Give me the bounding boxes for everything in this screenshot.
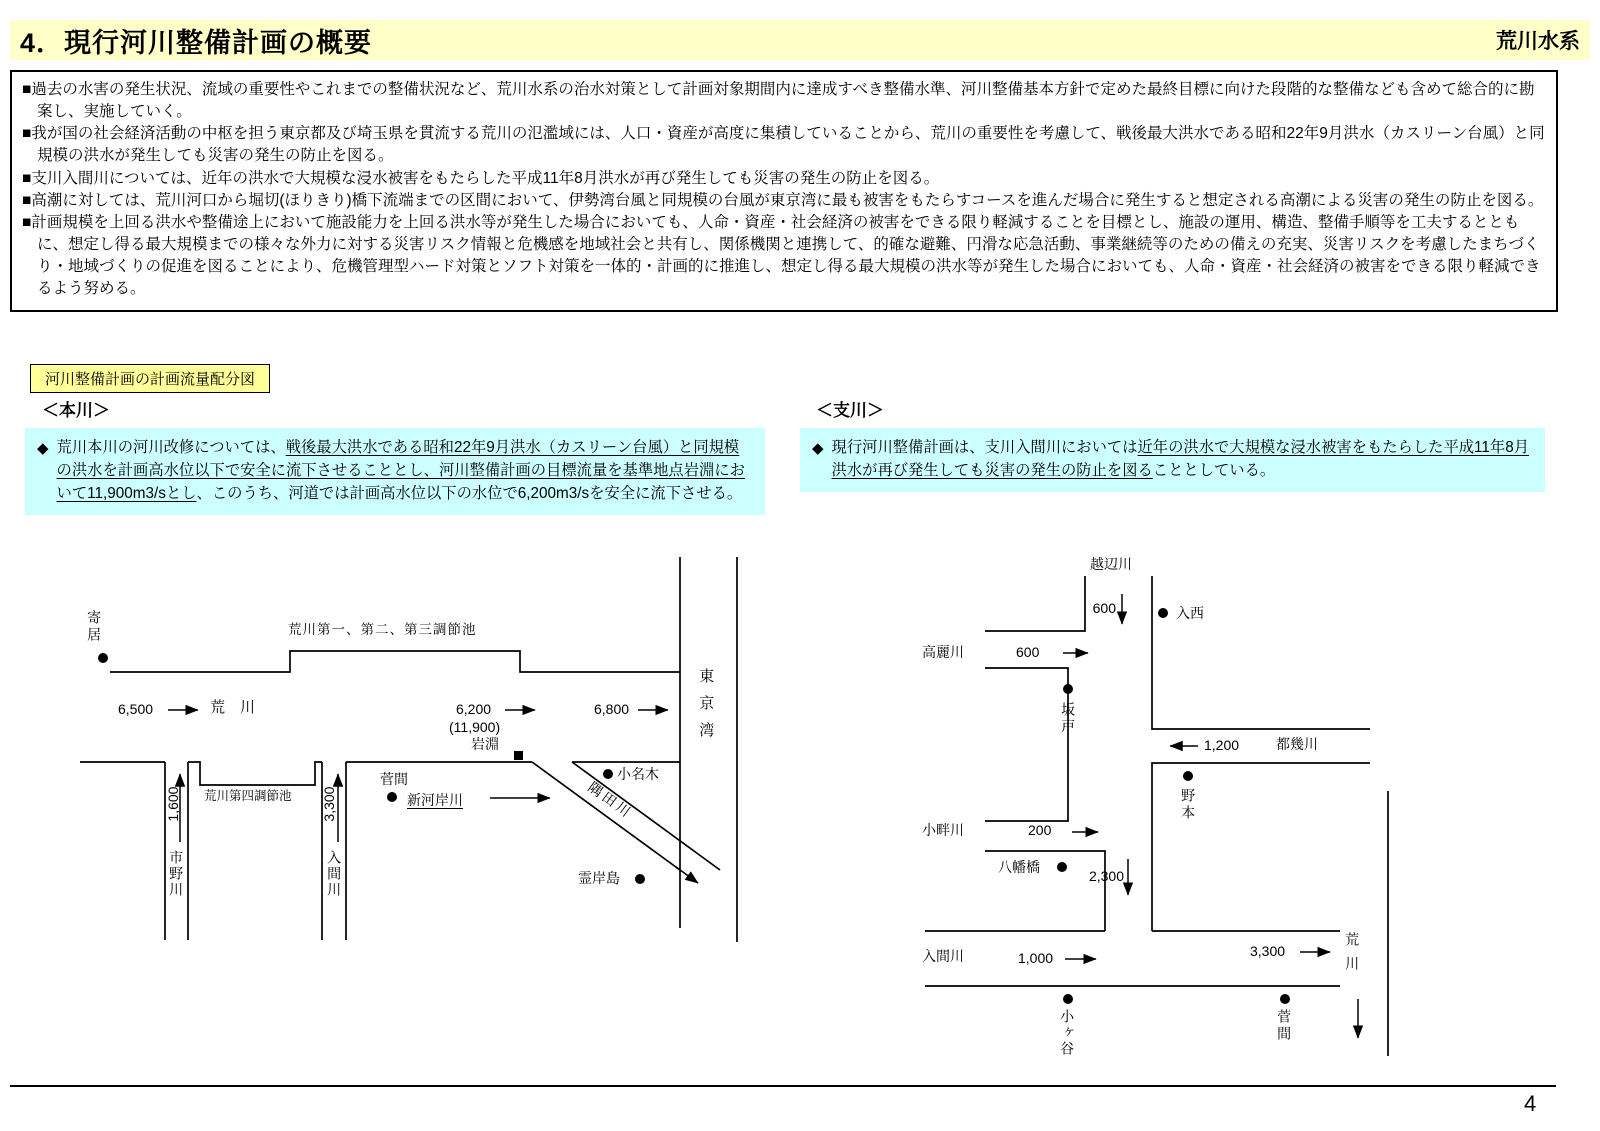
station-dot-yahatabashi bbox=[1057, 862, 1067, 872]
note-text-underlined: 近年の洪水で大規模な浸水被害をもたらした平成11年8月洪水が再び発生しても災害の発生の防止を図る bbox=[831, 439, 1530, 479]
river-label-arakawa: 荒 川 bbox=[210, 699, 256, 716]
flow-value-3300: 3,300 bbox=[1250, 943, 1286, 959]
flow-value-6200: 6,200 bbox=[456, 701, 492, 717]
station-dot-sugama bbox=[1280, 994, 1290, 1004]
regulating-pond-4-label: 荒川第四調節池 bbox=[204, 789, 292, 803]
station-label-reiganjima: 霊岸島 bbox=[578, 870, 620, 886]
flow-value-6500: 6,500 bbox=[118, 701, 154, 717]
station-label-yorii: 寄居 bbox=[86, 610, 103, 644]
overview-bullet: ■過去の水害の発生状況、流域の重要性やこれまでの整備状況など、荒川水系の治水対策として計画対象期間内に達成すべき整備水準、河川整備基本方針で定めた最終目標に向けた段階的な整備なども含めて総合的に勘案し、実施していく。 bbox=[22, 81, 1535, 121]
river-label-irumagawa: 入間川 bbox=[326, 850, 343, 898]
page-number: 4 bbox=[1524, 1091, 1537, 1116]
station-dot-yorii bbox=[98, 653, 108, 663]
river-label-ichinogawa: 市野川 bbox=[168, 850, 185, 898]
flow-value-600-koeda: 600 bbox=[1092, 600, 1116, 616]
tributary-note bbox=[800, 428, 1545, 492]
tributary-heading: ＜支川＞ bbox=[816, 401, 884, 420]
overview-box bbox=[10, 70, 1558, 312]
flow-value-3300: 3,300 bbox=[320, 786, 337, 822]
station-label-yahatabashi: 八幡橋 bbox=[998, 859, 1040, 875]
river-label-arakawa: 荒川 bbox=[1344, 932, 1361, 980]
station-dot-nissai bbox=[1158, 608, 1168, 618]
river-label-komagawa: 高麗川 bbox=[922, 644, 964, 660]
flow-arrows bbox=[1063, 594, 1361, 1038]
station-label-nissai: 入西 bbox=[1176, 605, 1204, 621]
river-label-irumagawa: 入間川 bbox=[922, 948, 964, 964]
note-text-segment: 、このうち、河道では計画高水位以下の水位で6,200m3/sを安全に流下させる。 bbox=[196, 484, 743, 502]
page-header bbox=[10, 20, 1590, 60]
flow-value-6800: 6,800 bbox=[594, 701, 630, 717]
station-dot-sakado bbox=[1063, 684, 1073, 694]
station-dot-onagi bbox=[603, 769, 613, 779]
page-title: 4．現行河川整備計画の概要 bbox=[20, 27, 373, 58]
tributary-diagram-canvas bbox=[880, 556, 1425, 1086]
station-label-sakado: 坂戸 bbox=[1060, 702, 1077, 736]
station-square-iwabuchi bbox=[514, 751, 523, 760]
station-label-nomoto: 野本 bbox=[1180, 788, 1197, 822]
river-bank-lines bbox=[925, 576, 1388, 1056]
overview-bullet: ■計画規模を上回る洪水や整備途上において施設能力を上回る洪水等が発生した場合においても、人命・資産・社会経済の被害をできる限り軽減することを目標とし、施設の運用、構造、整備手順等を工夫するとともに、想定し得る最大規模までの様々な外力に対する災害リスク情報と危機感を地域社会と共有し、関係機関と連携して、的確な避難、円滑な応急活動、事業継続等のための備えの充実、災害リスクを考慮したまちづくり・地域づくりの促進を図ることにより、危機管理型ハード対策とソフト対策を一体的・計画的に推進し、想定し得る最大規模の洪水等が発生した場合においても、人命・資産・社会経済の被害をできる限り軽減できるよう努める。 bbox=[22, 213, 1541, 298]
main-river-flow-diagram bbox=[80, 552, 740, 947]
note-text-segment: 現行河川整備計画は、支川入間川においては bbox=[831, 439, 1138, 456]
water-system-label: 荒川水系 bbox=[1496, 30, 1580, 53]
flow-value-2300: 2,300 bbox=[1088, 868, 1124, 884]
regulating-ponds-123-label: 荒川第一、第二、第三調節池 bbox=[288, 622, 477, 637]
station-label-sugama: 菅間 bbox=[380, 771, 408, 787]
river-label-sumidagawa: 隅田川 bbox=[585, 778, 636, 822]
station-dot-kogaya bbox=[1063, 994, 1073, 1004]
river-label-shingashigawa: 新河岸川 bbox=[407, 792, 463, 808]
station-dot-nomoto bbox=[1183, 771, 1193, 781]
flow-value-600-koma: 600 bbox=[1016, 644, 1040, 660]
station-dot-sugama bbox=[387, 792, 397, 802]
flow-value-1000: 1,000 bbox=[1018, 950, 1054, 966]
tokyo-bay-label: 東京湾 bbox=[697, 668, 715, 749]
overview-bullet: ■支川入間川については、近年の洪水で大規模な浸水被害をもたらした平成11年8月洪水が再び発生しても災害の発生の防止を図る。 bbox=[22, 169, 940, 187]
bottom-rule bbox=[10, 1085, 1556, 1087]
main-river-note bbox=[25, 428, 765, 515]
river-label-koasegawa: 小畔川 bbox=[922, 822, 964, 838]
station-dot-reiganjima bbox=[635, 874, 645, 884]
flow-distribution-label: 河川整備計画の計画流量配分図 bbox=[30, 364, 270, 393]
tributary-note-text bbox=[832, 437, 1533, 483]
flow-value-1600: 1,600 bbox=[164, 786, 181, 822]
flow-value-200: 200 bbox=[1028, 822, 1052, 838]
note-text-segment: こととしている。 bbox=[1152, 461, 1276, 479]
overview-bullet: ■我が国の社会経済活動の中枢を担う東京都及び埼玉県を貫流する荒川の氾濫域には、人口・資産が高度に集積していることから、荒川の重要性を考慮して、戦後最大洪水である昭和22年9月洪水（カスリーン台風）と同規模の洪水が発生しても災害の発生の防止を図る。 bbox=[22, 125, 1545, 165]
flow-value-11900: (11,900) bbox=[449, 719, 501, 735]
note-text-segment: 荒川本川の河川改修については、 bbox=[56, 439, 286, 456]
station-label-kogaya: 小ヶ谷 bbox=[1059, 1009, 1076, 1057]
river-label-koedagawa: 越辺川 bbox=[1090, 556, 1132, 572]
diamond-bullet-icon: ◆ bbox=[37, 440, 49, 457]
main-river-note-text bbox=[57, 437, 753, 506]
note-text-underlined: 戦後最大洪水である昭和22年9月洪水（カスリーン台風）と同規模の洪水を計画高水位以下で安全に流下させることとし、河川整備計画の目標流量を基準地点岩淵において11,900m3/sとし bbox=[56, 439, 745, 502]
diamond-bullet-icon: ◆ bbox=[812, 440, 824, 457]
main-river-heading: ＜本川＞ bbox=[42, 401, 110, 420]
river-label-tokigawa: 都幾川 bbox=[1276, 736, 1318, 752]
station-label-iwabuchi: 岩淵 bbox=[471, 736, 499, 752]
tributary-flow-diagram bbox=[880, 556, 1425, 1086]
overview-bullet: ■高潮に対しては、荒川河口から堀切(ほりきり)橋下流端までの区間において、伊勢湾台風と同規模の台風が東京湾に最も被害をもたらすコースを進んだ場合に発生すると想定される高潮による災害の発生の防止を図る。 bbox=[22, 191, 1544, 209]
station-label-onagi: 小名木 bbox=[617, 766, 659, 782]
station-label-sugama: 菅間 bbox=[1276, 1009, 1293, 1043]
flow-value-1200: 1,200 bbox=[1204, 737, 1240, 753]
